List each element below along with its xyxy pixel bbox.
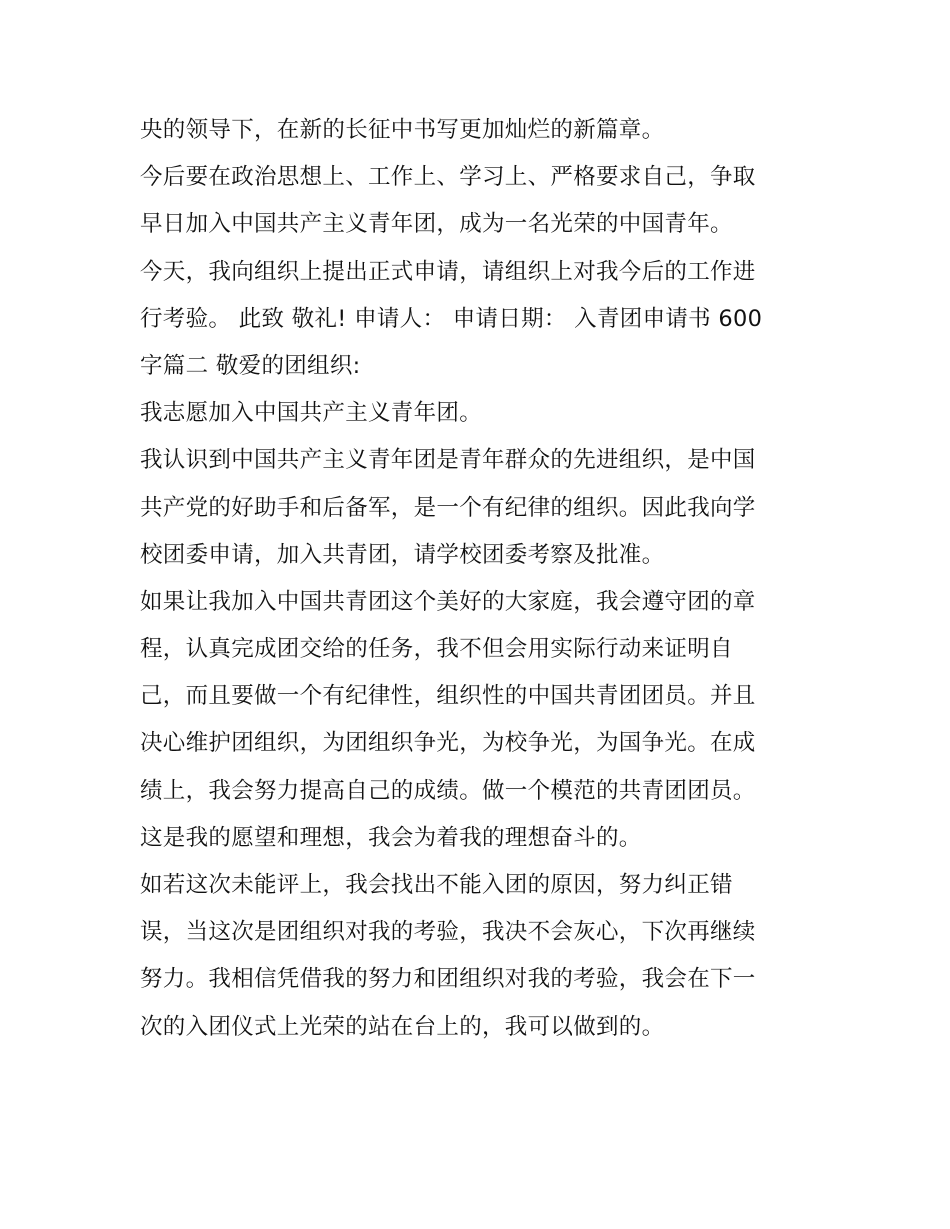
document-body (140, 107, 820, 1051)
text-line: 今天，我向组织上提出正式申请，请组织上对我今后的工作进 (140, 258, 756, 285)
text-line: 绩上，我会努力提高自己的成绩。做一个模范的共青团团员。 (140, 777, 756, 804)
text-line: 努力。我相信凭借我的努力和团组织对我的考验，我会在下一 (140, 966, 756, 993)
text-line: 如果让我加入中国共青团这个美好的大家庭，我会遵守团的章 (140, 588, 756, 615)
text-line: 我认识到中国共产主义青年团是青年群众的先进组织，是中国 (140, 447, 756, 474)
text-line: 央的领导下，在新的长征中书写更加灿烂的新篇章。 (140, 117, 665, 143)
text-line: 如若这次未能评上，我会找出不能入团的原因，努力纠正错 (140, 872, 733, 898)
text-line: 校团委申请，加入共青团，请学校团委考察及批准。 (140, 541, 665, 568)
text-line: 次的入团仪式上光荣的站在台上的，我可以做到的。 (140, 1013, 665, 1040)
text-line: 误，当这次是团组织对我的考验，我决不会灰心，下次再继续 (140, 919, 756, 946)
text-line: 行考验。 此致 敬礼! 申请人： 申请日期： 入青团申请书 600 (140, 305, 763, 332)
text-line: 决心维护团组织，为团组织争光，为校争光，为国争光。在成 (140, 730, 756, 757)
text-line: 共产党的好助手和后备军，是一个有纪律的组织。因此我向学 (140, 494, 756, 521)
text-line: 己，而且要做一个有纪律性，组织性的中国共青团团员。并且 (140, 683, 756, 710)
text-line: 程，认真完成团交给的任务，我不但会用实际行动来证明自 (140, 636, 733, 663)
text-line: 今后要在政治思想上、工作上、学习上、严格要求自己，争取 (140, 164, 756, 191)
text-line: 字篇二 敬爱的团组织: (140, 352, 361, 379)
text-line: 早日加入中国共产主义青年团，成为一名光荣的中国青年。 (140, 211, 733, 238)
text-line: 这是我的愿望和理想，我会为着我的理想奋斗的。 (140, 824, 642, 851)
text-line: 我志愿加入中国共产主义青年团。 (140, 400, 483, 427)
